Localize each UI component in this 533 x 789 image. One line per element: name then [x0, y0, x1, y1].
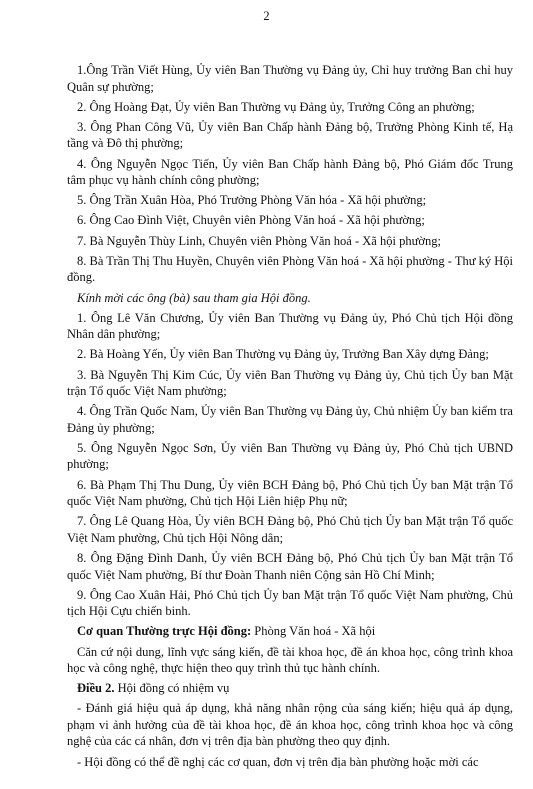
article-2-heading: [67, 680, 513, 697]
invitee-item: 4. Ông Trần Quốc Nam, Ủy viên Ban Thường vụ Đảng ủy, Chủ nhiệm Ủy ban kiểm tra Đảng ủy phường;: [67, 404, 513, 435]
document-body: [67, 62, 513, 774]
invitee-item: 3. Bà Nguyễn Thị Kim Cúc, Ủy viên Ban Thường vụ Đảng ủy, Chủ tịch Ủy ban Mặt trận Tổ quốc Việt Nam phường;: [67, 367, 513, 399]
duty-item: - Hội đồng có thể đề nghị các cơ quan, đơn vị trên địa bàn phường hoặc mời các: [77, 754, 479, 769]
member-item: 2. Ông Hoàng Đạt, Ủy viên Ban Thường vụ Đảng ủy, Trưởng Công an phường;: [77, 99, 475, 114]
member-item: 3. Ông Phan Công Vũ, Ủy viên Ban Chấp hành Đảng bộ, Trưởng Phòng Kinh tế, Hạ tầng và Đô thị phường;: [67, 119, 513, 151]
duty-item: - Đánh giá hiệu quả áp dụng, khả năng nhân rộng của sáng kiến; hiệu quả áp dụng, phạm vi ảnh hưởng của đề tài khoa học, đề án khoa học, công trình khoa học và công nghệ của các cá nhân, đơn vị trên địa bàn phường theo quy định.: [67, 701, 513, 749]
invitee-item: 8. Ông Đặng Đình Danh, Ủy viên BCH Đảng bộ, Phó Chủ tịch Ủy ban Mặt trận Tổ quốc Việt Nam phường, Bí thư Đoàn Thanh niên Cộng sản Hồ Chí Minh;: [67, 551, 513, 582]
article-2-label: Điều 2.: [77, 681, 115, 696]
invitee-item: 7. Ông Lê Quang Hòa, Ủy viên BCH Đảng bộ, Phó Chủ tịch Ủy ban Mặt trận Tổ quốc Việt Nam phường, Chủ tịch Hội Nông dân;: [67, 514, 513, 545]
invitee-item: 1. Ông Lê Văn Chương, Ủy viên Ban Thường vụ Đảng ủy, Phó Chủ tịch Hội đồng Nhân dân phường;: [67, 310, 513, 342]
standing-agency-value: Phòng Văn hoá - Xã hội: [251, 624, 376, 639]
member-item: 6. Ông Cao Đình Việt, Chuyên viên Phòng Văn hoá - Xã hội phường;: [77, 213, 425, 228]
basis-paragraph: Căn cứ nội dung, lĩnh vực sáng kiến, đề tài khoa học, đề án khoa học, công trình khoa học và công nghệ, thực hiện theo quy trình thủ tục hành chính.: [67, 644, 513, 676]
member-item: 5. Ông Trần Xuân Hòa, Phó Trưởng Phòng Văn hóa - Xã hội phường;: [77, 193, 427, 208]
member-item: 7. Bà Nguyễn Thùy Linh, Chuyên viên Phòng Văn hoá - Xã hội phường;: [77, 233, 441, 248]
invitee-item: 6. Bà Phạm Thị Thu Dung, Ủy viên BCH Đảng bộ, Phó Chủ tịch Ủy ban Mặt trận Tổ quốc Việt Nam phường, Chủ tịch Hội Liên hiệp Phụ nữ;: [67, 477, 513, 509]
invitee-item: 5. Ông Nguyễn Ngọc Sơn, Ủy viên Ban Thường vụ Đảng ủy, Phó Chủ tịch UBND phường;: [67, 440, 513, 472]
invitation-heading: Kính mời các ông (bà) sau tham gia Hội đồng.: [77, 290, 311, 305]
invitee-item: 9. Ông Cao Xuân Hải, Phó Chủ tịch Ủy ban Mặt trận Tổ quốc Việt Nam phường, Chủ tịch Hội Cựu chiến binh.: [67, 587, 513, 619]
invitee-item: 2. Bà Hoàng Yến, Ủy viên Ban Thường vụ Đảng ủy, Trưởng Ban Xây dựng Đảng;: [77, 347, 489, 362]
member-item: 1.Ông Trần Viết Hùng, Ủy viên Ban Thường vụ Đảng ủy, Chỉ huy trưởng Ban chỉ huy Quân sự phường;: [67, 63, 513, 94]
member-item: 4. Ông Nguyễn Ngọc Tiến, Ủy viên Ban Chấp hành Đảng bộ, Phó Giám đốc Trung tâm phục vụ hành chính công phường;: [67, 156, 513, 188]
article-2-title: Hội đồng có nhiệm vụ: [114, 681, 230, 696]
standing-agency: [67, 623, 513, 640]
page-number: 2: [263, 9, 270, 23]
member-item: 8. Bà Trần Thị Thu Huyền, Chuyên viên Phòng Văn hoá - Xã hội phường - Thư ký Hội đồng.: [67, 253, 513, 285]
standing-agency-label: Cơ quan Thường trực Hội đồng:: [77, 624, 252, 639]
